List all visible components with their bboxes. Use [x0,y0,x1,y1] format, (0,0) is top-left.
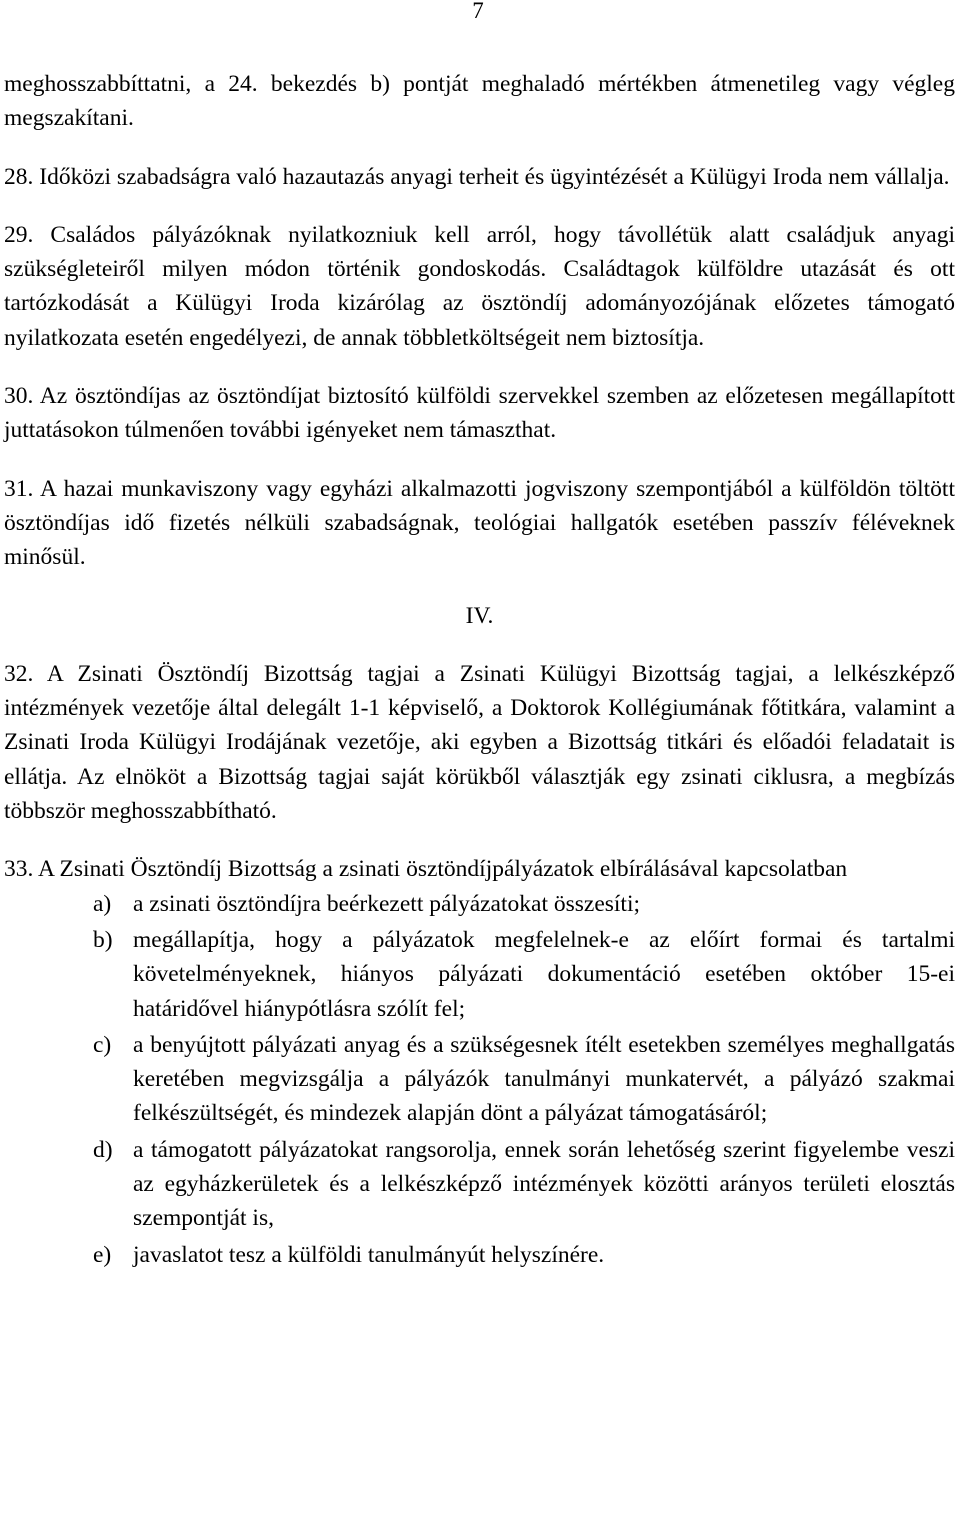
paragraph-32: 32. A Zsinati Ösztöndíj Bizottság tagjai a Zsinati Külügyi Bizottság tagjai, a lelkészképző intézmények vezetője által delegált 1-1 képviselő, a Doktorok Kollégiumának főtitkára, valamint a Zsinati Iroda Külügyi Irodájának vezetője, aki egyben a Bizottság titkári és előadói feladatait is ellátja. Az elnököt a Bizottság tagjai saját körükből választják egy zsinati ciklusra, a megbízás többször meghosszabbítható. [4,660,955,825]
list-item [4,1133,955,1236]
list-item [4,1238,955,1272]
document-body [4,67,955,1274]
list-item [4,887,955,921]
list-marker: e) [93,1241,112,1268]
list-item-text: a benyújtott pályázati anyag és a szükségesnek ítélt esetekben személyes meghallgatás keretében megvizsgálja a pályázók tanulmányi munkatervét, a pályázó szakmai felkészültségét, és mindezek alapján dönt a pályázat támogatásáról; [133,1031,955,1127]
paragraph-29: 29. Családos pályázóknak nyilatkozniuk kell arról, hogy távollétük alatt családjuk anyagi szükségleteiről milyen módon történik gondoskodás. Családtagok külföldre utazását és ott tartózkodását a Külügyi Iroda kizárólag az ösztöndíj adományozójának előzetes támogató nyilatkozata esetén engedélyezi, de annak többletköltségeit nem biztosítja. [4,221,955,351]
list-item-text: a zsinati ösztöndíjra beérkezett pályázatokat összesíti; [133,890,641,917]
duties-list [4,887,955,1272]
paragraph-27-continuation: meghosszabbíttatni, a 24. bekezdés b) pontját meghaladó mértékben átmenetileg vagy végleg megszakítani. [4,71,955,132]
section-heading-iv: IV. [465,602,494,629]
list-marker: d) [93,1136,113,1163]
paragraph-33-intro: 33. A Zsinati Ösztöndíj Bizottság a zsinati ösztöndíjpályázatok elbírálásával kapcsolatban [4,856,848,883]
paragraph-28: 28. Időközi szabadságra való hazautazás anyagi terheit és ügyintézését a Külügyi Iroda nem vállalja. [4,163,950,190]
list-item-text: megállapítja, hogy a pályázatok megfelelnek-e az előírt formai és tartalmi követelményeknek, hiányos pályázati dokumentáció esetében október 15-ei határidővel hiánypótlásra szólít fel; [133,926,955,1022]
list-item-text: a támogatott pályázatokat rangsorolja, ennek során lehetőség szerint figyelembe veszi az egyházkerületek és a lelkészképző intézmények közötti arányos területi elosztás szempontját is, [133,1136,955,1232]
list-marker: c) [93,1031,112,1058]
paragraph-30: 30. Az ösztöndíjas az ösztöndíjat biztosító külföldi szervekkel szemben az előzetesen megállapított juttatásokon túlmenően további igényeket nem támaszthat. [4,383,955,444]
paragraph-31: 31. A hazai munkaviszony vagy egyházi alkalmazotti jogviszony szempontjából a külföldön töltött ösztöndíjas idő fizetés nélküli szabadságnak, teológiai hallgatók esetében passzív féléveknek minősül. [4,475,955,571]
list-marker: a) [93,890,112,917]
page-number: 7 [472,0,484,23]
list-marker: b) [93,926,113,953]
list-item [4,923,955,1026]
list-item-text: javaslatot tesz a külföldi tanulmányút helyszínére. [133,1241,605,1268]
list-item [4,1028,955,1131]
